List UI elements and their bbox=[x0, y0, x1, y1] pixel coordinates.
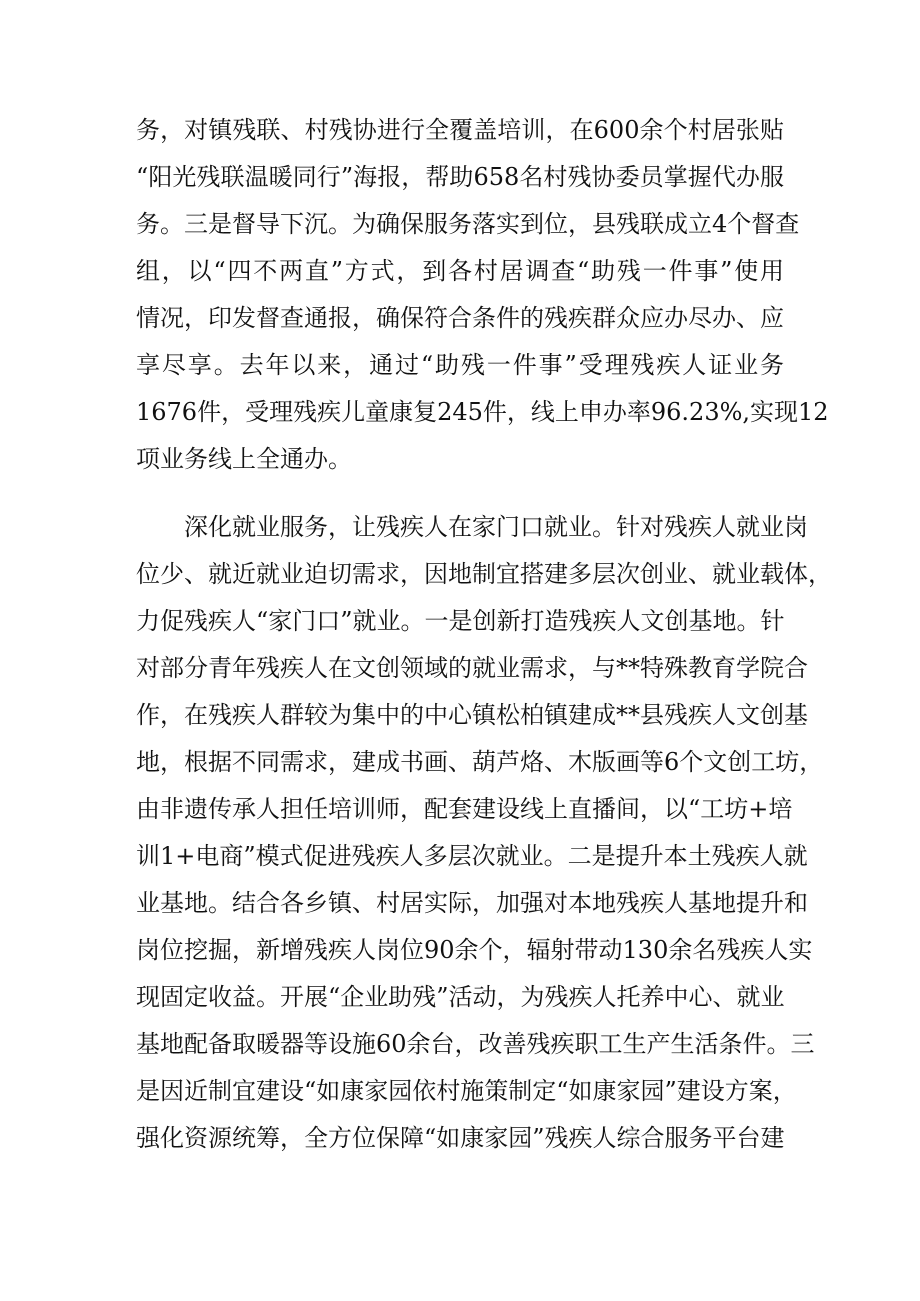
paragraph-2-line-14: 强化资源统筹，全方位保障“如康家园”残疾人综合服务平台建 bbox=[136, 1124, 785, 1152]
paragraph-2-line-4: 对部分青年残疾人在文创领域的就业需求，与**特殊教育学院合 bbox=[136, 654, 808, 682]
paragraph-2-line-12: 基地配备取暖器等设施60余台，改善残疾职工生产生活条件。三 bbox=[136, 1030, 815, 1058]
paragraph-1-line-2: “阳光残联温暖同行”海报，帮助658名村残协委员掌握代办服 bbox=[136, 163, 784, 191]
paragraph-2-line-6: 地，根据不同需求，建成书画、葫芦烙、木版画等6个文创工坊， bbox=[136, 748, 824, 776]
paragraph-2-line-7: 由非遗传承人担任培训师，配套建设线上直播间，以“工坊+培 bbox=[136, 795, 793, 823]
paragraph-2-line-1: 深化就业服务，让残疾人在家门口就业。针对残疾人就业岗 bbox=[184, 513, 808, 541]
paragraph-1-line-3: 务。三是督导下沉。为确保服务落实到位，县残联成立4个督查 bbox=[136, 210, 800, 238]
paragraph-2-line-13: 是因近制宜建设“如康家园依村施策制定“如康家园”建设方案， bbox=[136, 1077, 797, 1105]
paragraph-2-line-10: 岗位挖掘，新增残疾人岗位90余个，辐射带动130余名残疾人实 bbox=[136, 936, 813, 964]
paragraph-2-line-9: 业基地。结合各乡镇、村居实际，加强对本地残疾人基地提升和 bbox=[136, 889, 808, 917]
paragraph-2-line-11: 现固定收益。开展“企业助残”活动，为残疾人托养中心、就业 bbox=[136, 983, 785, 1011]
paragraph-2-line-2: 位少、就近就业迫切需求，因地制宜搭建多层次创业、就业载体， bbox=[136, 560, 832, 588]
paragraph-1-line-1: 务，对镇残联、村残协进行全覆盖培训，在600余个村居张贴 bbox=[136, 116, 784, 144]
paragraph-1-line-4: 组，以“四不两直”方式，到各村居调查“助残一件事”使用 bbox=[136, 257, 784, 285]
paragraph-1-line-8: 项业务线上全通办。 bbox=[136, 445, 352, 473]
paragraph-2-line-8: 训1+电商”模式促进残疾人多层次就业。二是提升本土残疾人就 bbox=[136, 842, 808, 870]
paragraph-1-line-7: 1676件，受理残疾儿童康复245件，线上申办率96.23%,实现12 bbox=[136, 398, 829, 426]
paragraph-1-line-5: 情况，印发督查通报，确保符合条件的残疾群众应办尽办、应 bbox=[136, 304, 784, 332]
paragraph-2-line-5: 作，在残疾人群较为集中的中心镇松柏镇建成**县残疾人文创基 bbox=[136, 701, 808, 729]
paragraph-2-line-3: 力促残疾人“家门口”就业。一是创新打造残疾人文创基地。针 bbox=[136, 607, 785, 635]
paragraph-1-line-6: 享尽享。去年以来，通过“助残一件事”受理残疾人证业务 bbox=[136, 351, 784, 379]
